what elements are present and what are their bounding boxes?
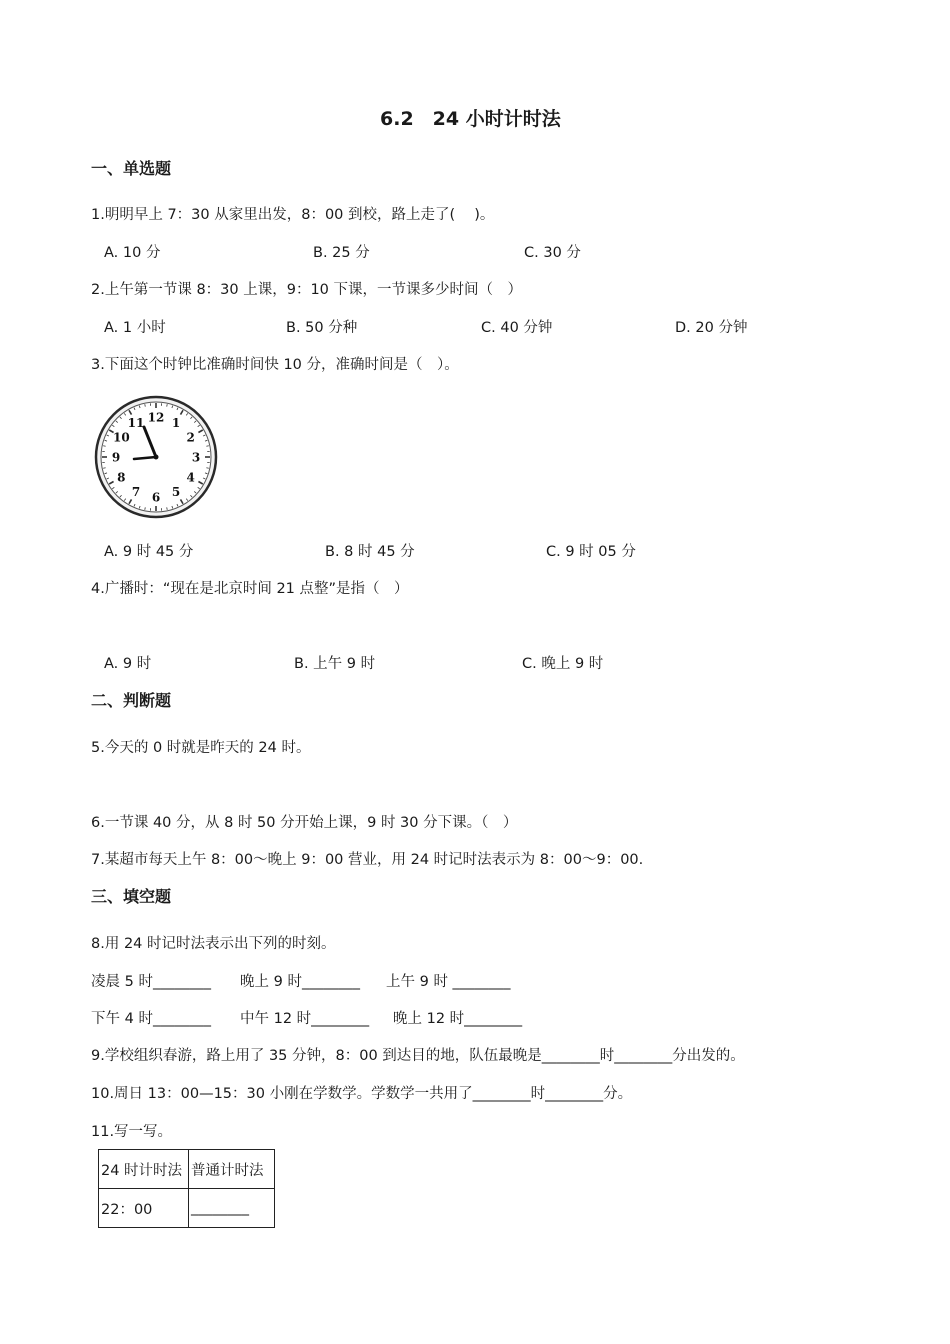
table-cell-answer-blank: ________	[189, 1189, 275, 1228]
question-11: 11.写一写。	[91, 1124, 173, 1140]
question-7: 7.某超市每天上午 8：00～晚上 9：00 营业，用 24 时记时法表示为 8：00～9：00.	[91, 852, 644, 868]
clock-tick	[206, 468, 208, 469]
q8-blank-3: 上午 9 时 ________	[386, 974, 511, 990]
q2-option-c: C. 40 分钟	[481, 320, 553, 336]
question-2: 2.上午第一节课 8：30 上课，9：10 下课，一节课多少时间（ ）	[91, 282, 523, 298]
table-header-24h: 24 时计时法	[99, 1150, 189, 1189]
q4-option-c: C. 晚上 9 时	[522, 656, 604, 672]
clock-tick	[145, 404, 146, 406]
q8-blank-5: 中午 12 时________	[240, 1011, 370, 1027]
clock-numeral: 8	[117, 470, 126, 485]
clock-numeral: 3	[191, 450, 201, 465]
clock-numeral: 12	[147, 410, 165, 425]
q2-option-d: D. 20 分钟	[675, 320, 748, 336]
question-9: 9.学校组织春游，路上用了 35 分钟，8：00 到达目的地，队伍最晚是________时________分出发的。	[91, 1048, 745, 1064]
clock-numeral: 1	[171, 415, 181, 430]
q2-option-b: B. 50 分种	[286, 320, 358, 336]
clock-numeral: 7	[131, 485, 141, 500]
q2-option-a: A. 1 小时	[104, 320, 166, 336]
clock-tick	[103, 446, 105, 447]
q3-option-c: C. 9 时 05 分	[546, 544, 636, 560]
q4-option-a: A. 9 时	[104, 656, 152, 672]
clock-tick	[206, 446, 208, 447]
clock-face-image	[94, 395, 218, 519]
clock-numeral: 4	[186, 470, 195, 485]
clock-numeral: 10	[113, 430, 130, 445]
table-cell-24h-value: 22：00	[99, 1189, 189, 1228]
clock-tick	[167, 507, 168, 509]
question-10: 10.周日 13：00—15：30 小刚在学数学。学数学一共用了________时________分。	[91, 1086, 633, 1102]
clock-numeral: 5	[171, 485, 181, 500]
table-row	[99, 1189, 275, 1228]
q4-option-b: B. 上午 9 时	[294, 656, 376, 672]
question-5: 5.今天的 0 时就是昨天的 24 时。	[91, 740, 311, 756]
question-6: 6.一节课 40 分，从 8 时 50 分开始上课，9 时 30 分下课。（ ）	[91, 815, 518, 831]
question-1: 1.明明早上 7：30 从家里出发，8：00 到校，路上走了( )。	[91, 207, 495, 223]
section-heading-single-choice: 一、单选题	[91, 159, 172, 178]
q3-option-a: A. 9 时 45 分	[104, 544, 194, 560]
clock-numeral: 2	[186, 430, 195, 445]
clock-tick	[145, 507, 146, 509]
clock-tick	[167, 404, 168, 406]
question-3: 3.下面这个时钟比准确时间快 10 分，准确时间是（ ）。	[91, 357, 459, 373]
question-4: 4.广播时：“现在是北京时间 21 点整”是指（ ）	[91, 581, 409, 597]
table-header-12h: 普通计时法	[189, 1150, 275, 1189]
q8-blank-2: 晚上 9 时________	[240, 974, 360, 990]
table-header-row	[99, 1150, 275, 1189]
q8-blank-1: 凌晨 5 时________	[91, 974, 211, 990]
q1-option-b: B. 25 分	[313, 245, 370, 261]
q8-blank-6: 晚上 12 时________	[393, 1011, 523, 1027]
q1-option-a: A. 10 分	[104, 245, 161, 261]
question-8: 8.用 24 时记时法表示出下列的时刻。	[91, 936, 336, 952]
clock-numeral: 11	[127, 415, 145, 430]
page-title: 6.2 24 小时计时法	[380, 108, 561, 130]
clock-tick	[103, 468, 105, 469]
section-heading-true-false: 二、判断题	[91, 691, 172, 710]
q3-option-b: B. 8 时 45 分	[325, 544, 415, 560]
section-heading-fill-blank: 三、填空题	[91, 887, 172, 906]
q8-blank-4: 下午 4 时________	[91, 1011, 211, 1027]
clock-numeral: 9	[111, 450, 121, 465]
clock-numeral: 6	[151, 490, 161, 505]
time-conversion-table	[98, 1149, 275, 1228]
q1-option-c: C. 30 分	[524, 245, 581, 261]
